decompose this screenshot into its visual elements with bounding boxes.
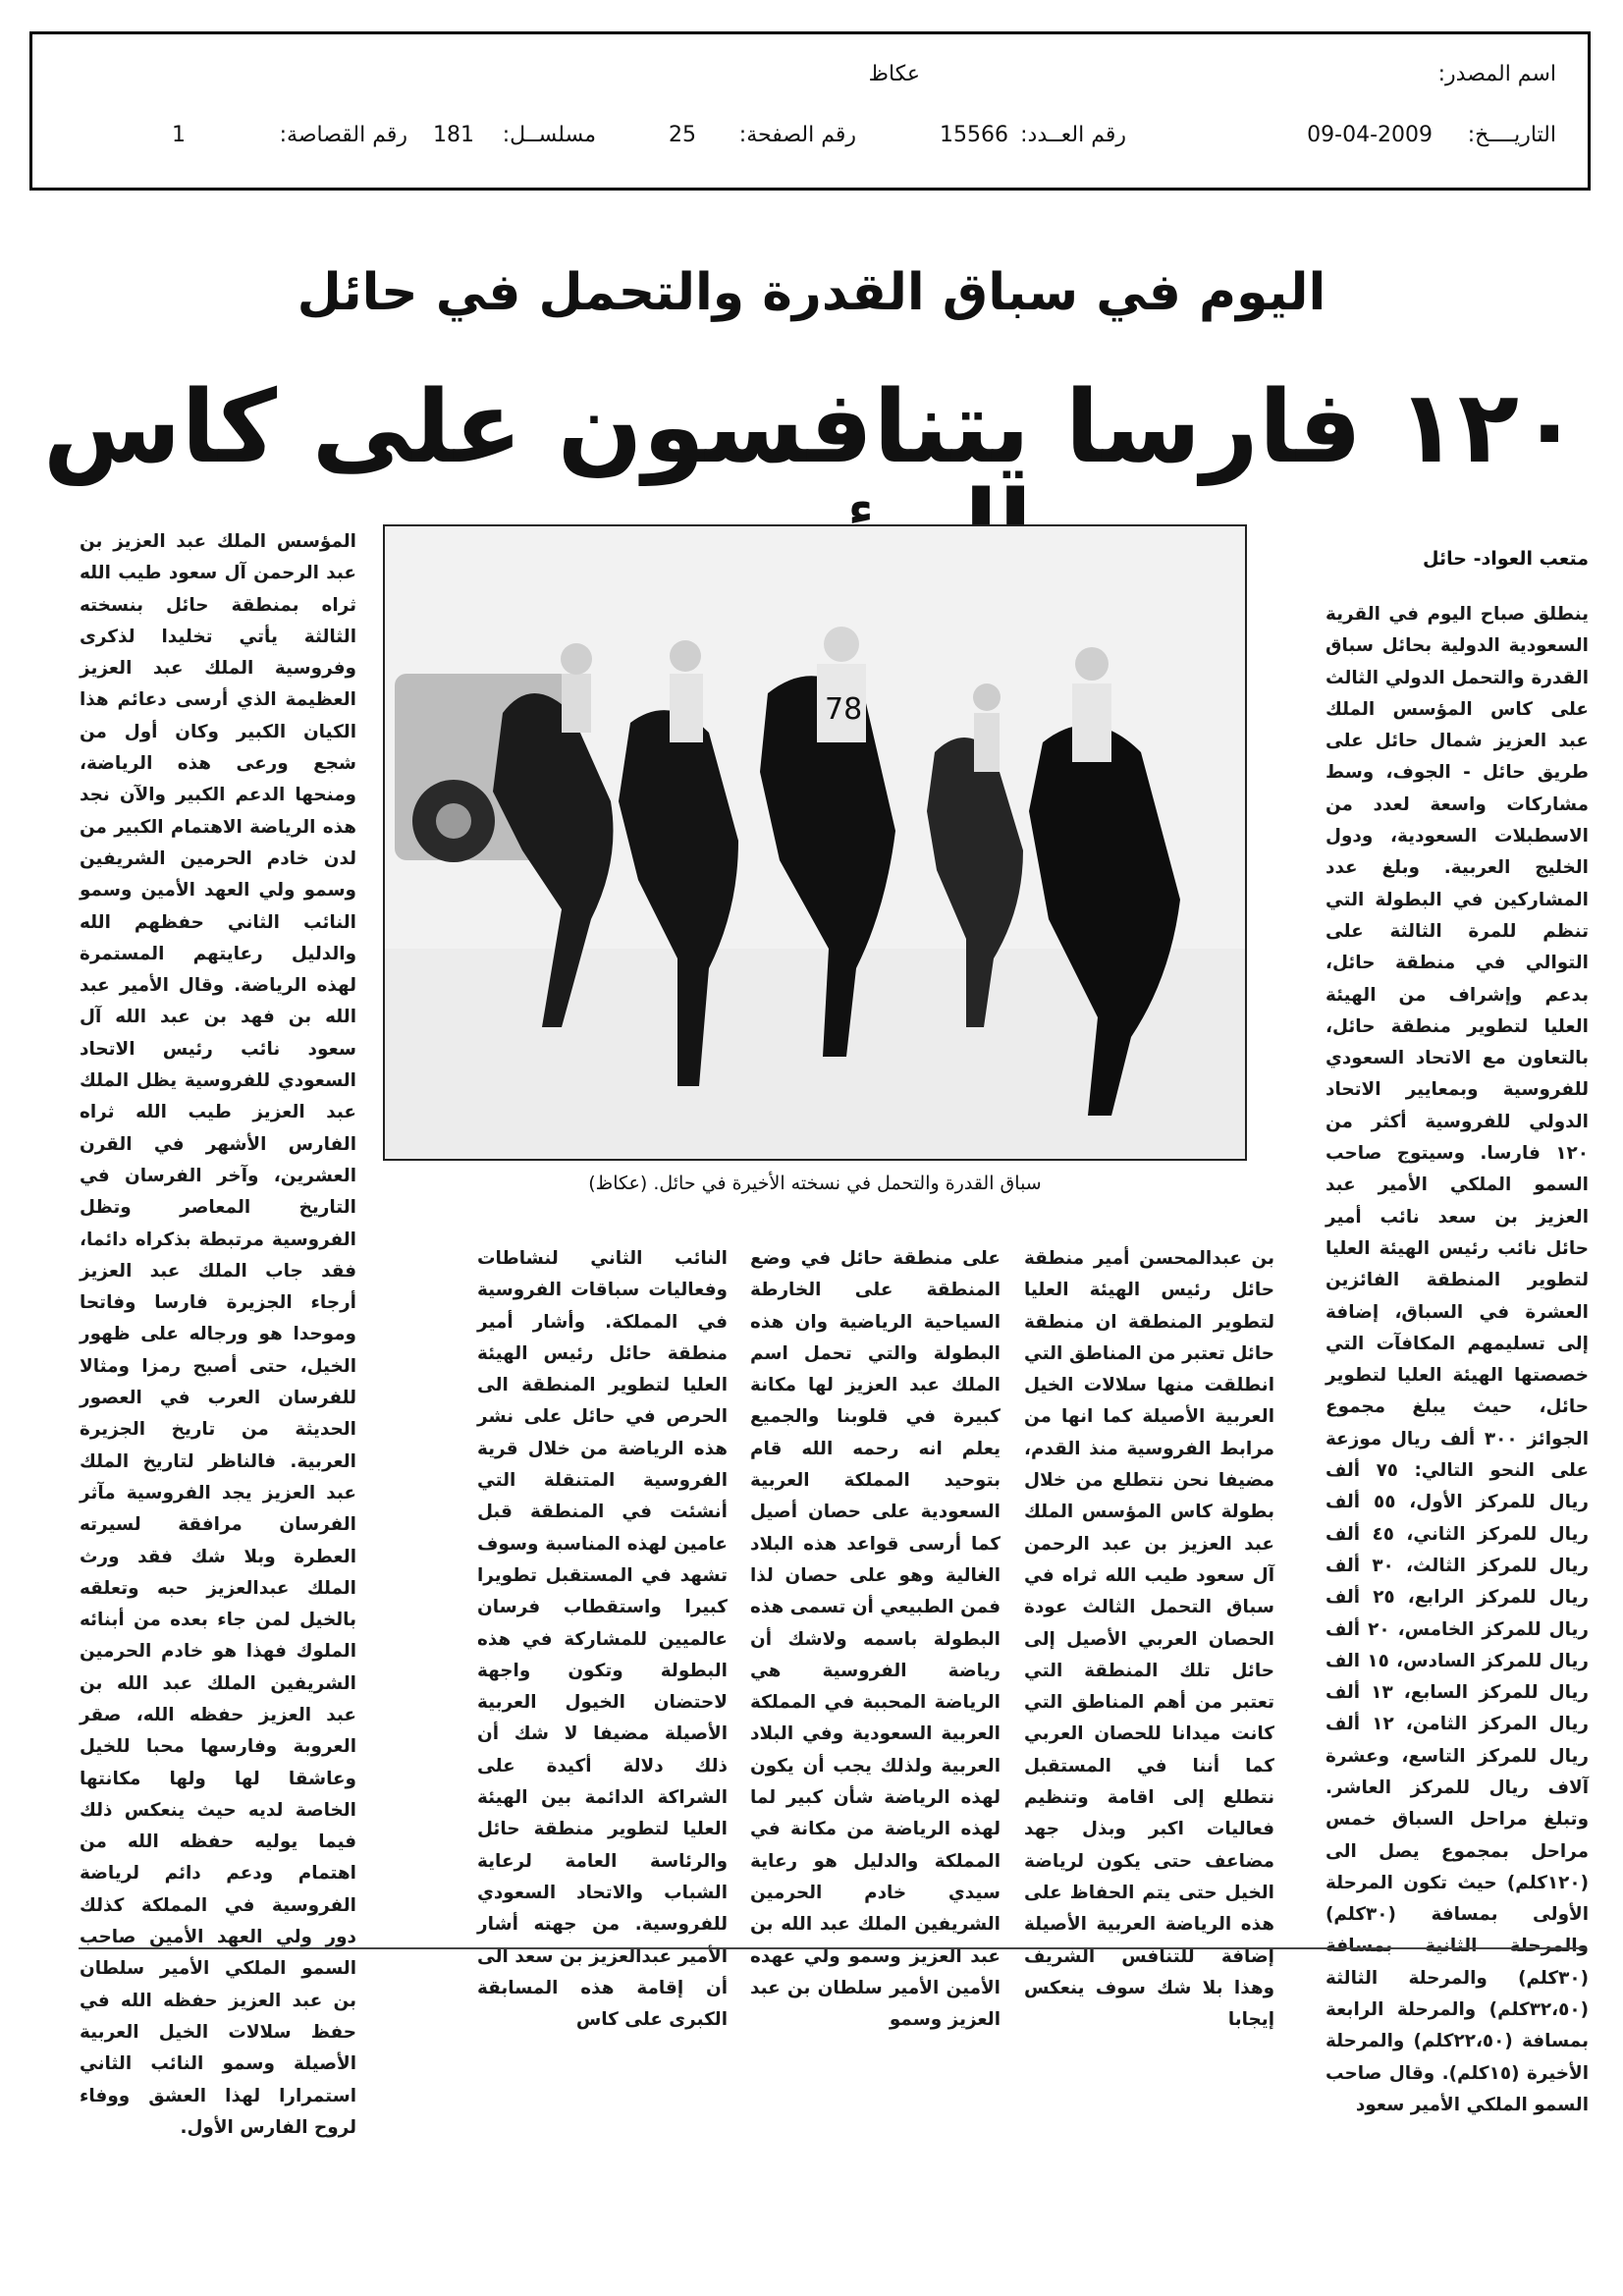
source-value: عكاظ	[868, 62, 920, 86]
article-photo-horse-race	[383, 524, 1247, 1161]
article-column-4	[477, 1243, 728, 2031]
article-column-2	[1024, 1243, 1274, 2031]
page-label: رقم الصفحة:	[738, 123, 856, 147]
article-column-3	[750, 1243, 1001, 2031]
article-byline: متعب العواد- حائل	[1423, 548, 1589, 570]
article-bottom-rule	[79, 1947, 1586, 1949]
date-label: التاريــــخ:	[1467, 123, 1556, 147]
date-value: 09-04-2009	[1307, 123, 1433, 147]
article-kicker: اليوم في سباق القدرة والتحمل في حائل	[297, 263, 1326, 322]
serial-label: مسلســل:	[502, 123, 596, 147]
column-1-text: ينطلق صباح اليوم في القرية السعودية الدولية بحائل سباق القدرة والتحمل الدولي الثالث على كاس المؤسس الملك عبد العزيز شمال حائل على طريق حائل - الجوف، وسط مشاركات واسعة لعدد من الاسطبلات السعودية، ودول الخليج العربية. وبلغ عدد المشاركين في البطولة التي تنظم للمرة الثالثة على التوالي في منطقة حائل، بدعم وإشراف من الهيئة العليا لتطوير منطقة حائل، بالتعاون مع الاتحاد السعودي للفروسية وبمعايير الاتحاد الدولي للفروسية أكثر من ١٢٠ فارسا. وسيتوج صاحب السمو الملكي الأمير عبد العزيز بن سعد نائب أمير حائل نائب رئيس الهيئة العليا لتطوير المنطقة الفائزين العشرة في السباق، إضافة إلى تسليمهم المكافآت التي خصصتها الهيئة العليا لتطوير حائل، حيث يبلغ مجموع الجوائز ٣٠٠ ألف ريال موزعة على النحو التالي: ٧٥ ألف ريال للمركز الأول، ٥٥ ألف ريال للمركز الثاني، ٤٥ ألف ريال للمركز الثالث، ٣٠ ألف ريال للمركز الرابع، ٢٥ ألف ريال للمركز الخامس، ٢٠ ألف ريال للمركز السادس، ١٥ الف ريال للمركز السابع، ١٣ ألف ريال المركز الثامن، ١٢ ألف ريال للمركز التاسع، وعشرة آلاف ريال للمركز العاشر. وتبلغ مراحل السباق خمس مراحل بمجموع يصل الى (١٢٠كلم) حيث تكون المرحلة الأولى بمسافة (٣٠كلم) والمرحلة الثانية بمسافة (٣٠كلم) والمرحلة الثالثة (٣٢،٥٠كلم) والمرحلة الرابعة بمسافة (٢٢،٥٠كلم) والمرحلة الأخيرة (١٥كلم). وقال صاحب السمو الملكي الأمير سعود	[1325, 604, 1590, 2115]
clipping-label: رقم القصاصة:	[279, 123, 407, 147]
serial-value: 181	[433, 123, 474, 147]
article-column-1	[1325, 599, 1590, 2115]
issue-value: 15566	[940, 123, 1008, 147]
column-4-text: النائب الثاني لنشاطات وفعاليات سباقات الفروسية في المملكة. وأشار أمير منطقة حائل رئيس الهيئة العليا لتطوير المنطقة الى الحرص في حائل على نشر هذه الرياضة من خلال قرية الفروسية المتنقلة التي أنشئت في المنطقة قبل عامين لهذه المناسبة وسوف تشهد في المستقبل تطويرا كبيرا واستقطاب فرسان عالميين للمشاركة في هذه البطولة وتكون واجهة لاحتضان الخيول العربية الأصيلة مضيفا لا شك أن ذلك دلالة أكيدة على الشراكة الدائمة بين الهيئة العليا لتطوير منطقة حائل والرئاسة العامة لرعاية الشباب والاتحاد السعودي للفروسية. من جهته أشار الأمير عبدالعزيز بن سعد الى أن إقامة هذه المسابقة الكبرى على كاس	[477, 1248, 728, 2031]
page-value: 25	[669, 123, 696, 147]
source-label: اسم المصدر:	[1437, 62, 1556, 86]
column-5-text: المؤسس الملك عبد العزيز بن عبد الرحمن آل سعود طيب الله ثراه بمنطقة حائل بنسخته الثالثة يأتي تخليدا لذكرى وفروسية الملك عبد العزيز العظيمة الذي أرسى دعائم هذا الكيان الكبير وكان أول من شجع ورعى هذه الرياضة، ومنحها الدعم الكبير والآن نجد هذه الرياضة الاهتمام الكبير من لدن خادم الحرمين الشريفين وسمو ولي العهد الأمين وسمو النائب الثاني حفظهم الله والدليل رعايتهم المستمرة لهذه الرياضة. وقال الأمير عبد الله بن فهد بن عبد الله آل سعود نائب رئيس الاتحاد السعودي للفروسية يظل الملك عبد العزيز طيب الله ثراه الفارس الأشهر في القرن العشرين، وآخر الفرسان في التاريخ المعاصر وتظل الفروسية مرتبطة بذكراه دائما، فقد جاب الملك عبد العزيز أرجاء الجزيرة فارسا وفاتحا وموحدا هو ورجاله على ظهور الخيل، حتى أصبح رمزا ومثالا للفرسان العرب في العصور الحديثة من تاريخ الجزيرة العربية. فالناظر لتاريخ الملك عبد العزيز يجد الفروسية مآثر الفرسان مرافقة لسيرته العطرة وبلا شك فقد ورث الملك عبدالعزيز حبه وتعلقه بالخيل لمن جاء بعده من أبنائه الملوك فهذا هو خادم الحرمين الشريفين الملك عبد الله بن عبد العزيز حفظه الله، صقر العروبة وفارسها محبا للخيل وعاشقا لها ولها مكانتها الخاصة لديه حيث ينعكس ذلك فيما يوليه حفظه الله من اهتمام ودعم دائم لرياضة الفروسية في المملكة كذلك دور ولي العهد الأمين صاحب السمو الملكي الأمير سلطان بن عبد العزيز حفظه الله في حفظ سلالات الخيل العربية الأصيلة وسمو النائب الثاني استمرارا لهذا العشق ووفاء لروح الفارس الأول.	[80, 531, 356, 2138]
column-3-text: على منطقة حائل في وضع المنطقة على الخارطة السياحية الرياضية وان هذه البطولة والتي تحمل اسم الملك عبد العزيز لها مكانة كبيرة في قلوبنا والجميع يعلم انه رحمه الله قام بتوحيد المملكة العربية السعودية على حصان أصيل كما أرسى قواعد هذه البلاد الغالية وهو على حصان لذا فمن الطبيعي أن تسمى هذه البطولة باسمه ولاشك أن رياضة الفروسية هي الرياضة المحببة في المملكة العربية السعودية وفي البلاد العربية ولذلك يجب أن يكون لهذه الرياضة شأن كبير لما لهذه الرياضة من مكانة في المملكة والدليل هو رعاية سيدي خادم الحرمين الشريفين الملك عبد الله بن عبد العزيز وسمو ولي عهده الأمين الأمير سلطان بن عبد العزيز وسمو	[750, 1248, 1001, 2031]
horse-riders-illustration	[385, 526, 1245, 1159]
clipping-metadata-header	[29, 31, 1591, 191]
article-headline: ١٢٠ فارسا يتنافسون على كاس	[42, 369, 1581, 486]
photo-caption: سباق القدرة والتحمل في نسخته الأخيرة في حائل. (عكاظ)	[588, 1173, 1042, 1194]
svg-text:78: 78	[825, 692, 863, 727]
clipping-value: 1	[172, 123, 186, 147]
issue-label: رقم العــدد:	[1020, 123, 1126, 147]
article-column-5	[80, 526, 356, 2138]
column-2-text: بن عبدالمحسن أمير منطقة حائل رئيس الهيئة العليا لتطوير المنطقة ان منطقة حائل تعتبر من المناطق التي انطلقت منها سلالات الخيل العربية الأصيلة كما انها من مرابط الفروسية منذ القدم، مضيفا نحن نتطلع من خلال بطولة كاس المؤسس الملك عبد العزيز بن عبد الرحمن آل سعود طيب الله ثراه في سباق التحمل الثالث عودة الحصان العربي الأصيل إلى حائل تلك المنطقة التي تعتبر من أهم المناطق التي كانت ميدانا للحصان العربي كما أننا في المستقبل نتطلع إلى اقامة وتنظيم فعاليات اكبر وبذل جهد مضاعف حتى يكون لرياضة الخيل حتى يتم الحفاظ على هذه الرياضة العربية الأصيلة إضافة للتنافس الشريف وهذا بلا شك سوف ينعكس إيجابا	[1024, 1248, 1274, 2031]
